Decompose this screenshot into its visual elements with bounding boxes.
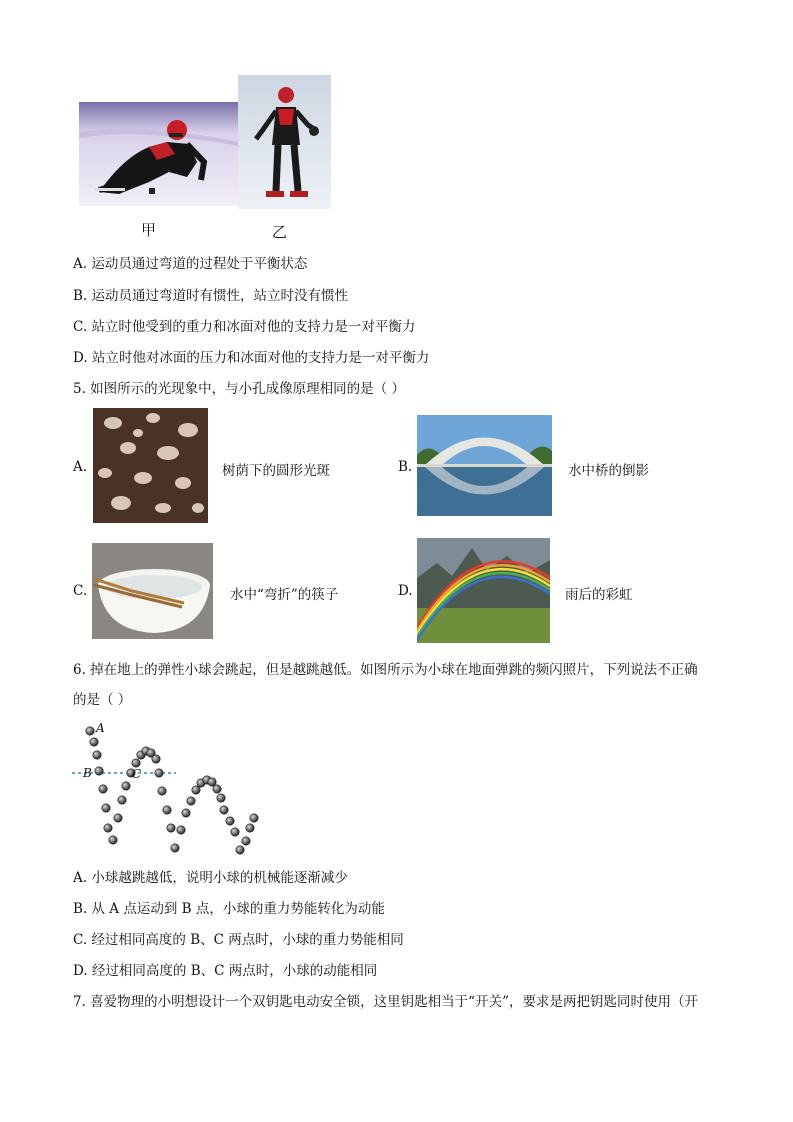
skater-cornering-photo — [79, 102, 239, 206]
q7-stem: 7. 喜爱物理的小明想设计一个双钥匙电动安全锁，这里钥匙相当于“开关”，要求是两把钥匙同时使用（开 — [73, 994, 698, 1010]
point-label-b: B — [83, 766, 92, 780]
chopsticks-in-water-photo — [92, 543, 213, 639]
rainbow-photo — [417, 538, 550, 643]
q5-stem: 5. 如图所示的光现象中，与小孔成像原理相同的是（ ） — [73, 381, 405, 397]
q5-option-c-caption: 水中“弯折”的筷子 — [230, 587, 339, 603]
q5-option-c-letter: C. — [73, 583, 88, 599]
skater-standing-photo — [238, 75, 331, 209]
q5-option-b-letter: B. — [398, 459, 413, 475]
q6-option-d: D. 经过相同高度的 B、C 两点时，小球的动能相同 — [73, 963, 378, 979]
q6-stem-line1: 6. 掉在地上的弹性小球会跳起，但是越跳越低。如图所示为小球在地面弹跳的频闪照片，下列说法不正确 — [73, 662, 698, 678]
q4-option-c: C. 站立时他受到的重力和冰面对他的支持力是一对平衡力 — [73, 319, 416, 335]
point-label-a: A — [96, 721, 105, 735]
q5-option-d-letter: D. — [398, 583, 413, 599]
q5-option-d-caption: 雨后的彩虹 — [565, 587, 633, 603]
q5-option-b-caption: 水中桥的倒影 — [568, 463, 649, 479]
q4-option-a: A. 运动员通过弯道的过程处于平衡状态 — [73, 256, 308, 272]
q6-stem-line2: 的是（ ） — [73, 692, 132, 708]
q5-option-a-caption: 树荫下的圆形光斑 — [222, 463, 330, 479]
q4-option-d: D. 站立时他对冰面的压力和冰面对他的支持力是一对平衡力 — [73, 350, 430, 366]
figure-caption-jia: 甲 — [141, 221, 157, 239]
q6-option-c: C. 经过相同高度的 B、C 两点时，小球的重力势能相同 — [73, 932, 404, 948]
q6-option-a: A. 小球越跳越低，说明小球的机械能逐渐减少 — [73, 870, 348, 886]
bridge-reflection-photo — [417, 415, 552, 516]
bouncing-ball-stroboscope-figure — [70, 718, 270, 860]
q6-option-b: B. 从 A 点运动到 B 点，小球的重力势能转化为动能 — [73, 901, 385, 917]
q5-option-a-letter: A. — [73, 459, 88, 475]
point-label-c: C — [132, 767, 142, 781]
figure-caption-yi: 乙 — [272, 223, 288, 241]
q4-option-b: B. 运动员通过弯道时有惯性，站立时没有惯性 — [73, 288, 349, 304]
tree-shade-light-spots-photo — [93, 408, 208, 523]
